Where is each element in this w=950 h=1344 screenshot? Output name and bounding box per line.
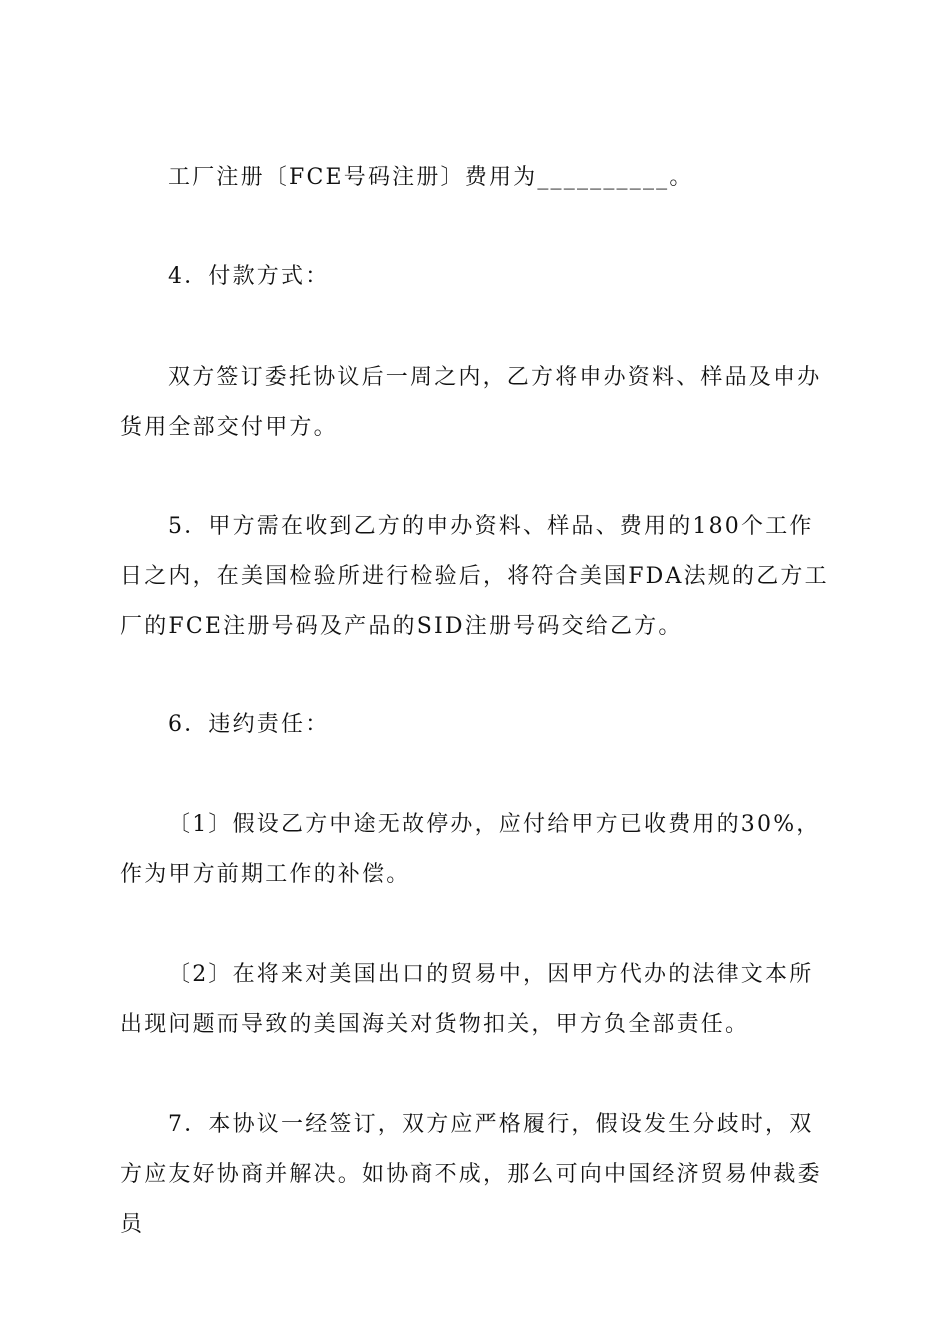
heading-payment-method: 4．付款方式： — [168, 264, 330, 289]
paragraph-fce-fee — [120, 153, 832, 203]
paragraph-clause-7: 7．本协议一经签订，双方应严格履行，假设发生分歧时，双方应友好协商并解决。如协商不成，那么可向中国经济贸易仲裁委员 — [120, 1112, 822, 1237]
heading-breach-liability: 6．违约责任： — [168, 712, 330, 737]
paragraph-payment-terms: 双方签订委托协议后一周之内，乙方将申办资料、样品及申办货用全部交付甲方。 — [120, 365, 822, 440]
fce-fee-text: 工厂注册〔FCE号码注册〕费用为 — [168, 165, 538, 190]
paragraph-liability-1: 〔1〕假设乙方中途无故停办，应付给甲方已收费用的30%，作为甲方前期工作的补偿。 — [120, 812, 821, 887]
fee-blank: __________ — [537, 165, 670, 190]
paragraph-liability-2: 〔2〕在将来对美国出口的贸易中，因甲方代办的法律文本所出现问题而导致的美国海关对货物扣关，甲方负全部责任。 — [120, 962, 814, 1037]
fce-fee-end: 。 — [669, 165, 694, 190]
paragraph-clause-5: 5．甲方需在收到乙方的申办资料、样品、费用的180个工作日之内，在美国检验所进行检验后，将符合美国FDA法规的乙方工厂的FCE注册号码及产品的SID注册号码交给乙方。 — [120, 514, 829, 639]
